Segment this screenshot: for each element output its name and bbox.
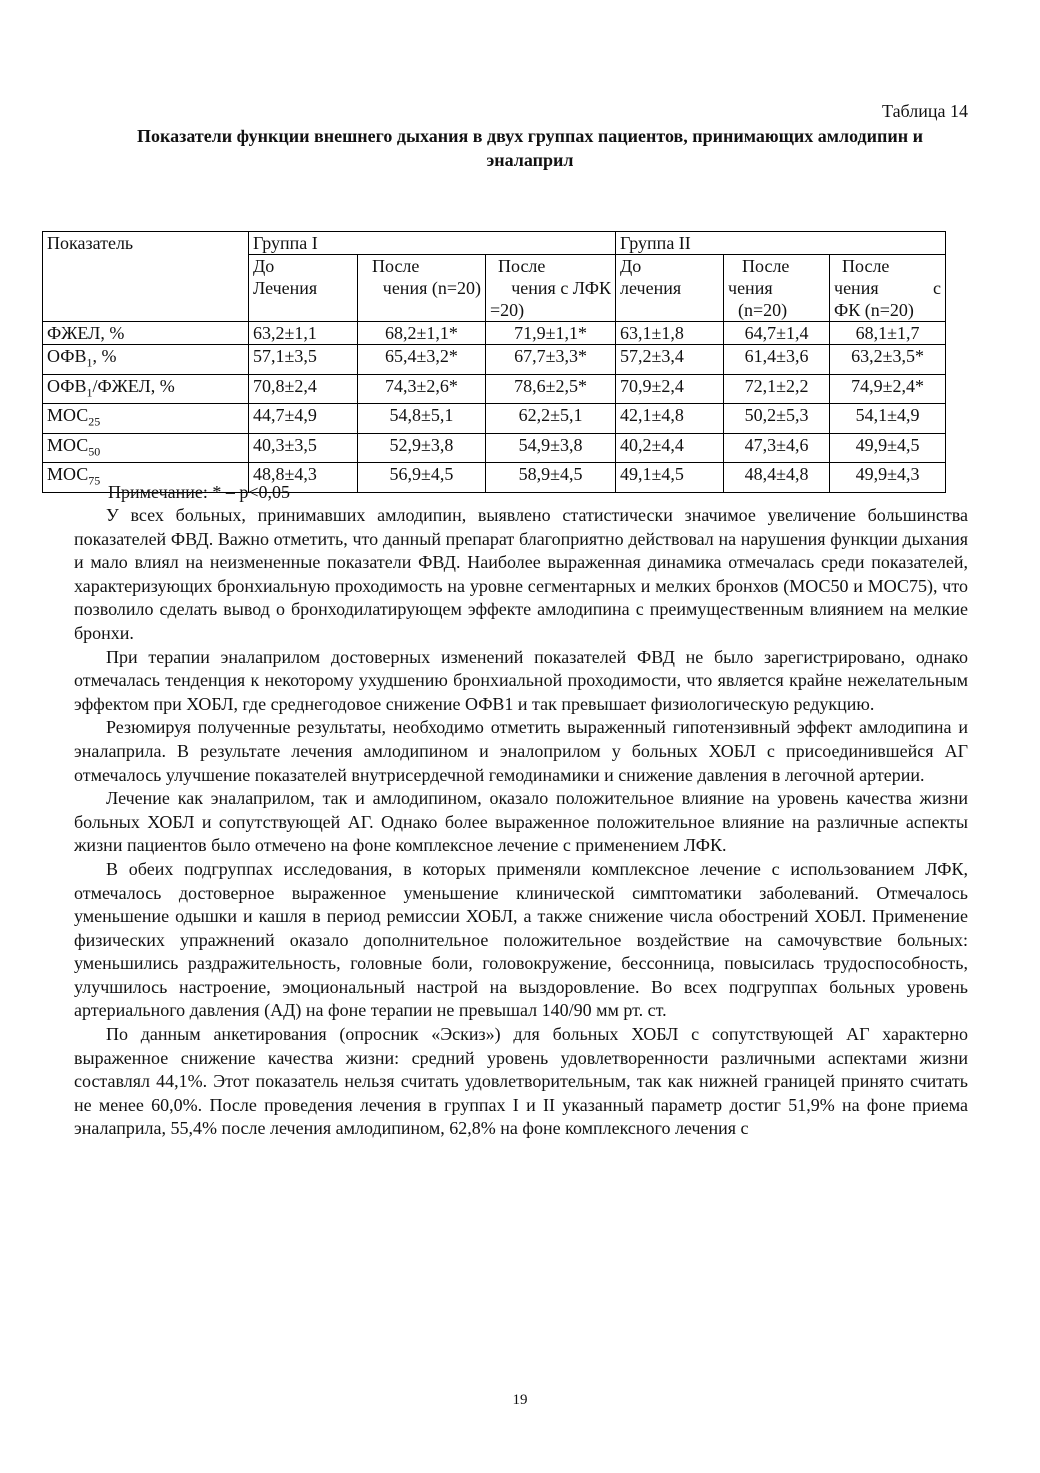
- paragraph: По данным анкетирования (опросник «Эскиз») для больных ХОБЛ с сопутствующей АГ характерно выраженное снижение качества жизни: средний уровень удовлетворенности различными аспектами жизни составлял 44,1%. Этот показатель нельзя считать удовлетворительным, так как нижней границей принято считать не менее 60,0%. После проведения лечения в группах I и II указанный параметр достиг 51,9% на фоне приема эналаприла, 55,4% после лечения амлодипином, 62,8% на фоне комплексного лечения с: [74, 1024, 968, 1139]
- subheader-text: чения (n=20): [382, 278, 481, 298]
- row-label-subscript: 1: [86, 355, 93, 370]
- paragraph: При терапии эналаприлом достоверных изменений показателей ФВД не было зарегистрировано, однако отмечалась тенденция к некоторому ухудшению бронхиальной проходимости, что является крайне нежелательным эффектом при ХОБЛ, где среднегодовое снижение ОФВ1 и так превышает физиологическую редукцию.: [74, 646, 968, 714]
- row-label: [43, 404, 249, 434]
- table-cell: 44,7±4,9: [249, 404, 358, 434]
- table-cell: 50,2±5,3: [724, 404, 830, 434]
- table-cell: 74,3±2,6*: [358, 374, 486, 404]
- table-cell: 70,8±2,4: [249, 374, 358, 404]
- subheader-g1-before: [249, 255, 358, 322]
- subheader-text: После: [372, 256, 420, 276]
- table-title: Показатели функции внешнего дыхания в двух группах пациентов, принимающих амлодипин и эналаприл: [136, 126, 924, 170]
- table-cell: 72,1±2,2: [724, 374, 830, 404]
- paragraph: У всех больных, принимавших амлодипин, выявлено статистически значимое увеличение большинства показателей ФВД. Важно отметить, что данный препарат благоприятно действовал на нарушения функции дыхания и мало влиял на неизмененные показатели ФВД. Наиболее выраженная динамика отмечалась среди показателей, характеризующих бронхиальную проходимость на уровне сегментарных и мелких бронхов (МОС50 и МОС75), что позволило сделать вывод о бронходилатирующем эффекте амлодипина с преимущественным влиянием на мелкие бронхи.: [74, 505, 968, 643]
- table-cell: 40,3±3,5: [249, 433, 358, 463]
- table-cell: 74,9±2,4*: [830, 374, 946, 404]
- row-label-suffix: , %: [92, 346, 117, 366]
- table-cell: 47,3±4,6: [724, 433, 830, 463]
- table-cell: 49,9±4,5: [830, 433, 946, 463]
- table-header-row: [43, 232, 946, 255]
- subheader-text: После: [742, 256, 790, 276]
- row-label-text: МОС: [47, 405, 89, 426]
- header-group-1: Группа I: [249, 232, 616, 255]
- table-cell: 57,2±3,4: [616, 345, 724, 375]
- table-cell: 42,1±4,8: [616, 404, 724, 434]
- table-cell: 68,2±1,1*: [358, 322, 486, 345]
- table-cell: 64,7±1,4: [724, 322, 830, 345]
- subheader-text: чения: [834, 278, 879, 298]
- row-label-text: МОС: [47, 434, 89, 455]
- subheader-text: =20): [490, 300, 525, 320]
- table-cell: 54,1±4,9: [830, 404, 946, 434]
- subheader-text: После: [498, 256, 546, 276]
- row-label-subscript: 50: [88, 444, 101, 459]
- subheader-g1-after: [358, 255, 486, 322]
- table-row: [43, 374, 946, 404]
- table-cell: 54,8±5,1: [358, 404, 486, 434]
- row-label-suffix: /ФЖЕЛ, %: [92, 375, 175, 396]
- table-cell: 62,2±5,1: [486, 404, 616, 434]
- table-cell: 48,4±4,8: [724, 463, 830, 493]
- table-row: [43, 404, 946, 434]
- subheader-g2-lfk: [830, 255, 946, 322]
- table-cell: 48,8±4,3: [249, 463, 358, 493]
- subheader-text: чения: [728, 278, 773, 298]
- table-cell: 40,2±4,4: [616, 433, 724, 463]
- page-number: 19: [512, 1392, 528, 1408]
- table-body: [43, 322, 946, 493]
- body-text: [74, 504, 968, 1141]
- subheader-g1-lfk: [486, 255, 616, 322]
- table-cell: 54,9±3,8: [486, 433, 616, 463]
- subheader-text: После: [842, 256, 890, 276]
- table-cell: 52,9±3,8: [358, 433, 486, 463]
- table-cell: 61,4±3,6: [724, 345, 830, 375]
- row-label-text: ОФВ: [47, 375, 87, 396]
- subheader-text: лечения: [620, 278, 682, 298]
- subheader-text: с: [933, 278, 942, 298]
- paragraph: В обеих подгруппах исследования, в которых применяли комплексное лечение с использованием ЛФК, отмечалось достоверное выраженное уменьшение клинической симптоматики заболеваний. Отмечалось уменьшение одышки и кашля в период ремиссии ХОБЛ, а также снижение числа обострений ХОБЛ. Применение физических упражнений оказало дополнительное положительное воздействие на самочувствие больных: уменьшились раздражительность, головные боли, головокружение, бессонница, повысилась трудоспособность, улучшилось настроение, эмоциональный настрой на выздоровление. Во всех подгруппах больных уровень артериального давления (АД) на фоне терапии не превышал 140/90 мм рт. ст.: [74, 858, 968, 1021]
- row-label: [43, 433, 249, 463]
- table-row: [43, 345, 946, 375]
- table-cell: 58,9±4,5: [486, 463, 616, 493]
- table-row: [43, 322, 946, 345]
- paragraph: Резюмируя полученные результаты, необходимо отметить выраженный гипотензивный эффект амлодипина и эналаприла. В результате лечения амлодипином и эналоприлом у больных ХОБЛ с присоединившейся АГ отмечалось улучшение показателей внутрисердечной гемодинамики и снижение давления в легочной артерии.: [74, 717, 968, 785]
- table-cell: 63,2±1,1: [249, 322, 358, 345]
- subheader-g2-after: [724, 255, 830, 322]
- table-note: Примечание: * – p<0,05: [108, 482, 291, 502]
- subheader-text: До: [620, 256, 642, 276]
- subheader-text: (n=20): [738, 300, 788, 320]
- paragraph: Лечение как эналаприлом, так и амлодипином, оказало положительное влияние на уровень качества жизни больных ХОБЛ и сопутствующей АГ. Однако более выраженное положительное влияние на различные аспекты жизни пациентов было отмечено на фоне комплексное лечение с применением ЛФК.: [74, 788, 968, 856]
- table-cell: 68,1±1,7: [830, 322, 946, 345]
- subheader-spacer: [253, 299, 353, 321]
- subheader-g2-before: [616, 255, 724, 322]
- row-label-text: МОС: [47, 464, 89, 485]
- table-number: Таблица 14: [882, 101, 968, 121]
- table-row: [43, 433, 946, 463]
- table-cell: 78,6±2,5*: [486, 374, 616, 404]
- table-cell: 56,9±4,5: [358, 463, 486, 493]
- subheader-text: До: [253, 256, 275, 276]
- subheader-text: Лечения: [253, 278, 318, 298]
- row-label-text: ОФВ: [47, 346, 87, 366]
- subheader-text: ФК (n=20): [834, 300, 914, 320]
- header-indicator: Показатель: [43, 232, 249, 322]
- row-label-subscript: 75: [88, 473, 101, 488]
- respiratory-function-table: [42, 231, 946, 493]
- subheader-line: [834, 277, 941, 299]
- table-cell: 71,9±1,1*: [486, 322, 616, 345]
- row-label: [43, 345, 249, 375]
- row-label-subscript: 1: [86, 385, 93, 400]
- table-cell: 49,9±4,3: [830, 463, 946, 493]
- row-label: [43, 322, 249, 345]
- table-cell: 67,7±3,3*: [486, 345, 616, 375]
- subheader-text: чения с ЛФК: [511, 278, 612, 298]
- table-cell: 49,1±4,5: [616, 463, 724, 493]
- table-cell: 63,2±3,5*: [830, 345, 946, 375]
- row-label: [43, 374, 249, 404]
- table-cell: 63,1±1,8: [616, 322, 724, 345]
- row-label-text: ФЖЕЛ, %: [47, 323, 125, 343]
- header-group-2: Группа II: [616, 232, 946, 255]
- row-label-subscript: 25: [88, 414, 101, 429]
- table-cell: 57,1±3,5: [249, 345, 358, 375]
- table-cell: 70,9±2,4: [616, 374, 724, 404]
- table-cell: 65,4±3,2*: [358, 345, 486, 375]
